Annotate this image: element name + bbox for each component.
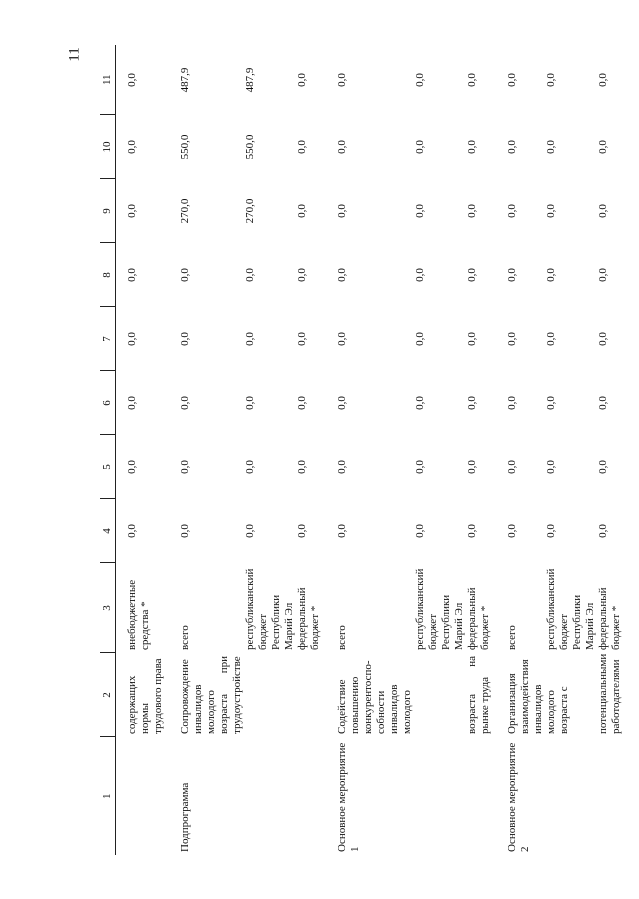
row-funding-source-cell: федеральный бюджет * <box>466 587 491 650</box>
row-category-cell <box>296 737 322 855</box>
row-funding-source-cell: внебюджетные средства * <box>126 579 151 650</box>
value-cell: 0,0 <box>545 524 557 538</box>
value-cell: 0,0 <box>244 332 256 346</box>
column-header: 4 <box>100 499 116 563</box>
value-cell: 0,0 <box>545 396 557 410</box>
value-cell: 0,0 <box>597 332 609 346</box>
value-cell: 0,0 <box>244 268 256 282</box>
value-cell: 0,0 <box>336 140 348 154</box>
row-funding-source-cell: республиканский бюджет Республики Марий Эл <box>414 568 465 650</box>
column-header: 7 <box>100 307 116 371</box>
column-header: 11 <box>100 45 116 115</box>
value-cell: 0,0 <box>414 524 426 538</box>
table-row <box>179 45 244 855</box>
row-title-cell: молодого возраста с <box>545 686 570 734</box>
value-cell: 0,0 <box>506 140 518 154</box>
value-cell: 0,0 <box>126 140 138 154</box>
row-category-cell <box>126 737 165 855</box>
row-category-cell <box>414 737 466 855</box>
row-title-cell <box>296 653 322 737</box>
value-cell: 0,0 <box>296 460 308 474</box>
spacer-row <box>116 45 127 855</box>
value-cell: 0,0 <box>244 396 256 410</box>
row-funding-source-cell: всего <box>179 625 191 650</box>
value-cell: 0,0 <box>545 268 557 282</box>
value-cell: 0,0 <box>414 332 426 346</box>
row-category-cell <box>244 737 296 855</box>
value-cell: 0,0 <box>244 524 256 538</box>
value-cell: 487,9 <box>179 67 191 93</box>
row-funding-source-cell: федеральный бюджет * <box>597 587 622 650</box>
value-cell: 0,0 <box>336 524 348 538</box>
table-body <box>116 45 624 855</box>
row-funding-source-cell: всего <box>506 625 518 650</box>
value-cell: 0,0 <box>414 73 426 87</box>
column-header: 10 <box>100 115 116 179</box>
row-funding-source-cell: республиканский бюджет Республики Марий Эл <box>545 568 596 650</box>
value-cell: 0,0 <box>597 268 609 282</box>
value-cell: 0,0 <box>126 73 138 87</box>
value-cell: 0,0 <box>466 524 478 538</box>
table-row <box>466 45 492 855</box>
value-cell: 0,0 <box>179 524 191 538</box>
value-cell: 0,0 <box>466 332 478 346</box>
budget-table <box>100 45 623 855</box>
value-cell: 487,9 <box>244 67 256 93</box>
spacer-row <box>492 45 506 855</box>
value-cell: 0,0 <box>296 396 308 410</box>
value-cell: 0,0 <box>414 140 426 154</box>
value-cell: 0,0 <box>336 204 348 218</box>
value-cell: 0,0 <box>126 524 138 538</box>
value-cell: 0,0 <box>336 396 348 410</box>
row-title-cell: Содействие повышению конкурентоспо-собности инвалидов молодого <box>336 660 413 734</box>
column-header: 1 <box>100 737 116 855</box>
value-cell: 0,0 <box>126 268 138 282</box>
value-cell: 0,0 <box>597 524 609 538</box>
row-category-cell: Основное мероприятие 1 <box>336 742 361 852</box>
value-cell: 0,0 <box>597 460 609 474</box>
row-category-cell <box>466 737 492 855</box>
value-cell: 550,0 <box>244 134 256 160</box>
row-funding-source-cell: всего <box>336 625 348 650</box>
row-title-cell <box>244 653 296 737</box>
table-row <box>506 45 545 855</box>
table-row <box>336 45 414 855</box>
value-cell: 0,0 <box>414 268 426 282</box>
value-cell: 0,0 <box>545 140 557 154</box>
value-cell: 0,0 <box>126 396 138 410</box>
value-cell: 0,0 <box>126 460 138 474</box>
value-cell: 0,0 <box>506 396 518 410</box>
value-cell: 0,0 <box>336 460 348 474</box>
value-cell: 0,0 <box>414 460 426 474</box>
row-category-cell <box>545 737 597 855</box>
row-title-cell: Организация взаимодействия инвалидов <box>506 659 544 734</box>
row-title-cell <box>414 653 466 737</box>
table-row <box>296 45 322 855</box>
value-cell: 0,0 <box>466 268 478 282</box>
row-funding-source-cell: федеральный бюджет * <box>296 587 321 650</box>
value-cell: 0,0 <box>296 332 308 346</box>
value-cell: 0,0 <box>506 332 518 346</box>
value-cell: 0,0 <box>506 524 518 538</box>
value-cell: 0,0 <box>545 73 557 87</box>
value-cell: 0,0 <box>466 460 478 474</box>
value-cell: 0,0 <box>296 268 308 282</box>
value-cell: 0,0 <box>336 332 348 346</box>
value-cell: 0,0 <box>296 73 308 87</box>
value-cell: 0,0 <box>597 73 609 87</box>
value-cell: 0,0 <box>296 140 308 154</box>
spacer-row <box>322 45 336 855</box>
value-cell: 0,0 <box>466 140 478 154</box>
row-title-cell: содержащих нормы трудового права <box>126 658 164 734</box>
spacer-row <box>165 45 179 855</box>
value-cell: 0,0 <box>545 460 557 474</box>
value-cell: 0,0 <box>244 460 256 474</box>
value-cell: 0,0 <box>506 460 518 474</box>
row-category-cell: Основное мероприятие 2 <box>506 742 531 852</box>
value-cell: 0,0 <box>506 268 518 282</box>
value-cell: 0,0 <box>545 204 557 218</box>
value-cell: 270,0 <box>179 198 191 224</box>
value-cell: 0,0 <box>126 204 138 218</box>
value-cell: 0,0 <box>336 73 348 87</box>
column-header: 9 <box>100 179 116 243</box>
value-cell: 0,0 <box>466 204 478 218</box>
column-header: 8 <box>100 243 116 307</box>
value-cell: 0,0 <box>466 396 478 410</box>
value-cell: 0,0 <box>126 332 138 346</box>
value-cell: 0,0 <box>597 140 609 154</box>
table-row <box>597 45 623 855</box>
table-row <box>126 45 165 855</box>
value-cell: 0,0 <box>545 332 557 346</box>
table-header-row <box>100 45 116 855</box>
value-cell: 0,0 <box>597 204 609 218</box>
column-header: 3 <box>100 563 116 653</box>
table-row <box>414 45 466 855</box>
row-title-cell: возраста на рынке труда <box>466 656 491 734</box>
value-cell: 0,0 <box>414 396 426 410</box>
row-title-cell: потенциальными работодателями <box>597 653 622 734</box>
row-title-cell: Сопровождение инвалидов молодого возраста при трудоустройстве <box>179 656 243 734</box>
value-cell: 0,0 <box>466 73 478 87</box>
row-category-cell: Подпрограмма <box>179 782 191 852</box>
value-cell: 0,0 <box>336 268 348 282</box>
value-cell: 0,0 <box>179 396 191 410</box>
row-funding-source-cell: республиканский бюджет Республики Марий Эл <box>244 568 295 650</box>
column-header: 2 <box>100 653 116 737</box>
rotated-page-content <box>100 45 622 855</box>
value-cell: 270,0 <box>244 198 256 224</box>
page-number: 11 <box>66 47 83 62</box>
value-cell: 550,0 <box>179 134 191 160</box>
value-cell: 0,0 <box>414 204 426 218</box>
row-category-cell <box>597 737 623 855</box>
value-cell: 0,0 <box>179 460 191 474</box>
column-header: 6 <box>100 371 116 435</box>
value-cell: 0,0 <box>179 268 191 282</box>
value-cell: 0,0 <box>506 73 518 87</box>
value-cell: 0,0 <box>296 524 308 538</box>
value-cell: 0,0 <box>597 396 609 410</box>
table-row <box>244 45 296 855</box>
value-cell: 0,0 <box>179 332 191 346</box>
column-header: 5 <box>100 435 116 499</box>
value-cell: 0,0 <box>506 204 518 218</box>
value-cell: 0,0 <box>296 204 308 218</box>
table-row <box>545 45 597 855</box>
